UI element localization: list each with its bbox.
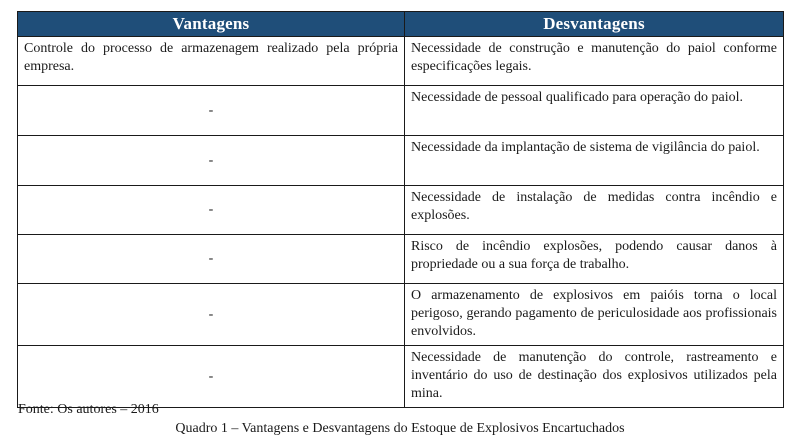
comparison-table-container (17, 11, 783, 408)
vantagem-cell: - (18, 284, 405, 346)
table-row (18, 346, 784, 408)
comparison-table (17, 11, 784, 408)
table-row (18, 284, 784, 346)
header-vantagens: Vantagens (18, 12, 405, 37)
table-row (18, 136, 784, 186)
vantagem-cell: - (18, 235, 405, 284)
desvantagem-cell: Necessidade de pessoal qualificado para operação do paiol. (405, 86, 784, 136)
source-note: Fonte: Os autores – 2016 (18, 402, 159, 417)
header-desvantagens: Desvantagens (405, 12, 784, 37)
desvantagem-cell: Necessidade de instalação de medidas contra incêndio e explosões. (405, 186, 784, 235)
vantagem-cell: - (18, 346, 405, 408)
vantagem-cell: - (18, 186, 405, 235)
table-row (18, 86, 784, 136)
vantagem-cell: Controle do processo de armazenagem realizado pela própria empresa. (18, 37, 405, 86)
vantagem-cell: - (18, 136, 405, 186)
table-row (18, 235, 784, 284)
desvantagem-cell: Risco de incêndio explosões, podendo causar danos à propriedade ou a sua força de trabalho. (405, 235, 784, 284)
desvantagem-cell: O armazenamento de explosivos em paióis torna o local perigoso, gerando pagamento de periculosidade aos profissionais envolvidos. (405, 284, 784, 346)
table-row (18, 37, 784, 86)
table-caption: Quadro 1 – Vantagens e Desvantagens do Estoque de Explosivos Encartuchados (175, 421, 625, 436)
desvantagem-cell: Necessidade da implantação de sistema de vigilância do paiol. (405, 136, 784, 186)
desvantagem-cell: Necessidade de construção e manutenção do paiol conforme especificações legais. (405, 37, 784, 86)
vantagem-cell: - (18, 86, 405, 136)
table-header-row (18, 12, 784, 37)
desvantagem-cell: Necessidade de manutenção do controle, rastreamento e inventário do uso de destinação dos explosivos utilizados pela mina. (405, 346, 784, 408)
table-row (18, 186, 784, 235)
